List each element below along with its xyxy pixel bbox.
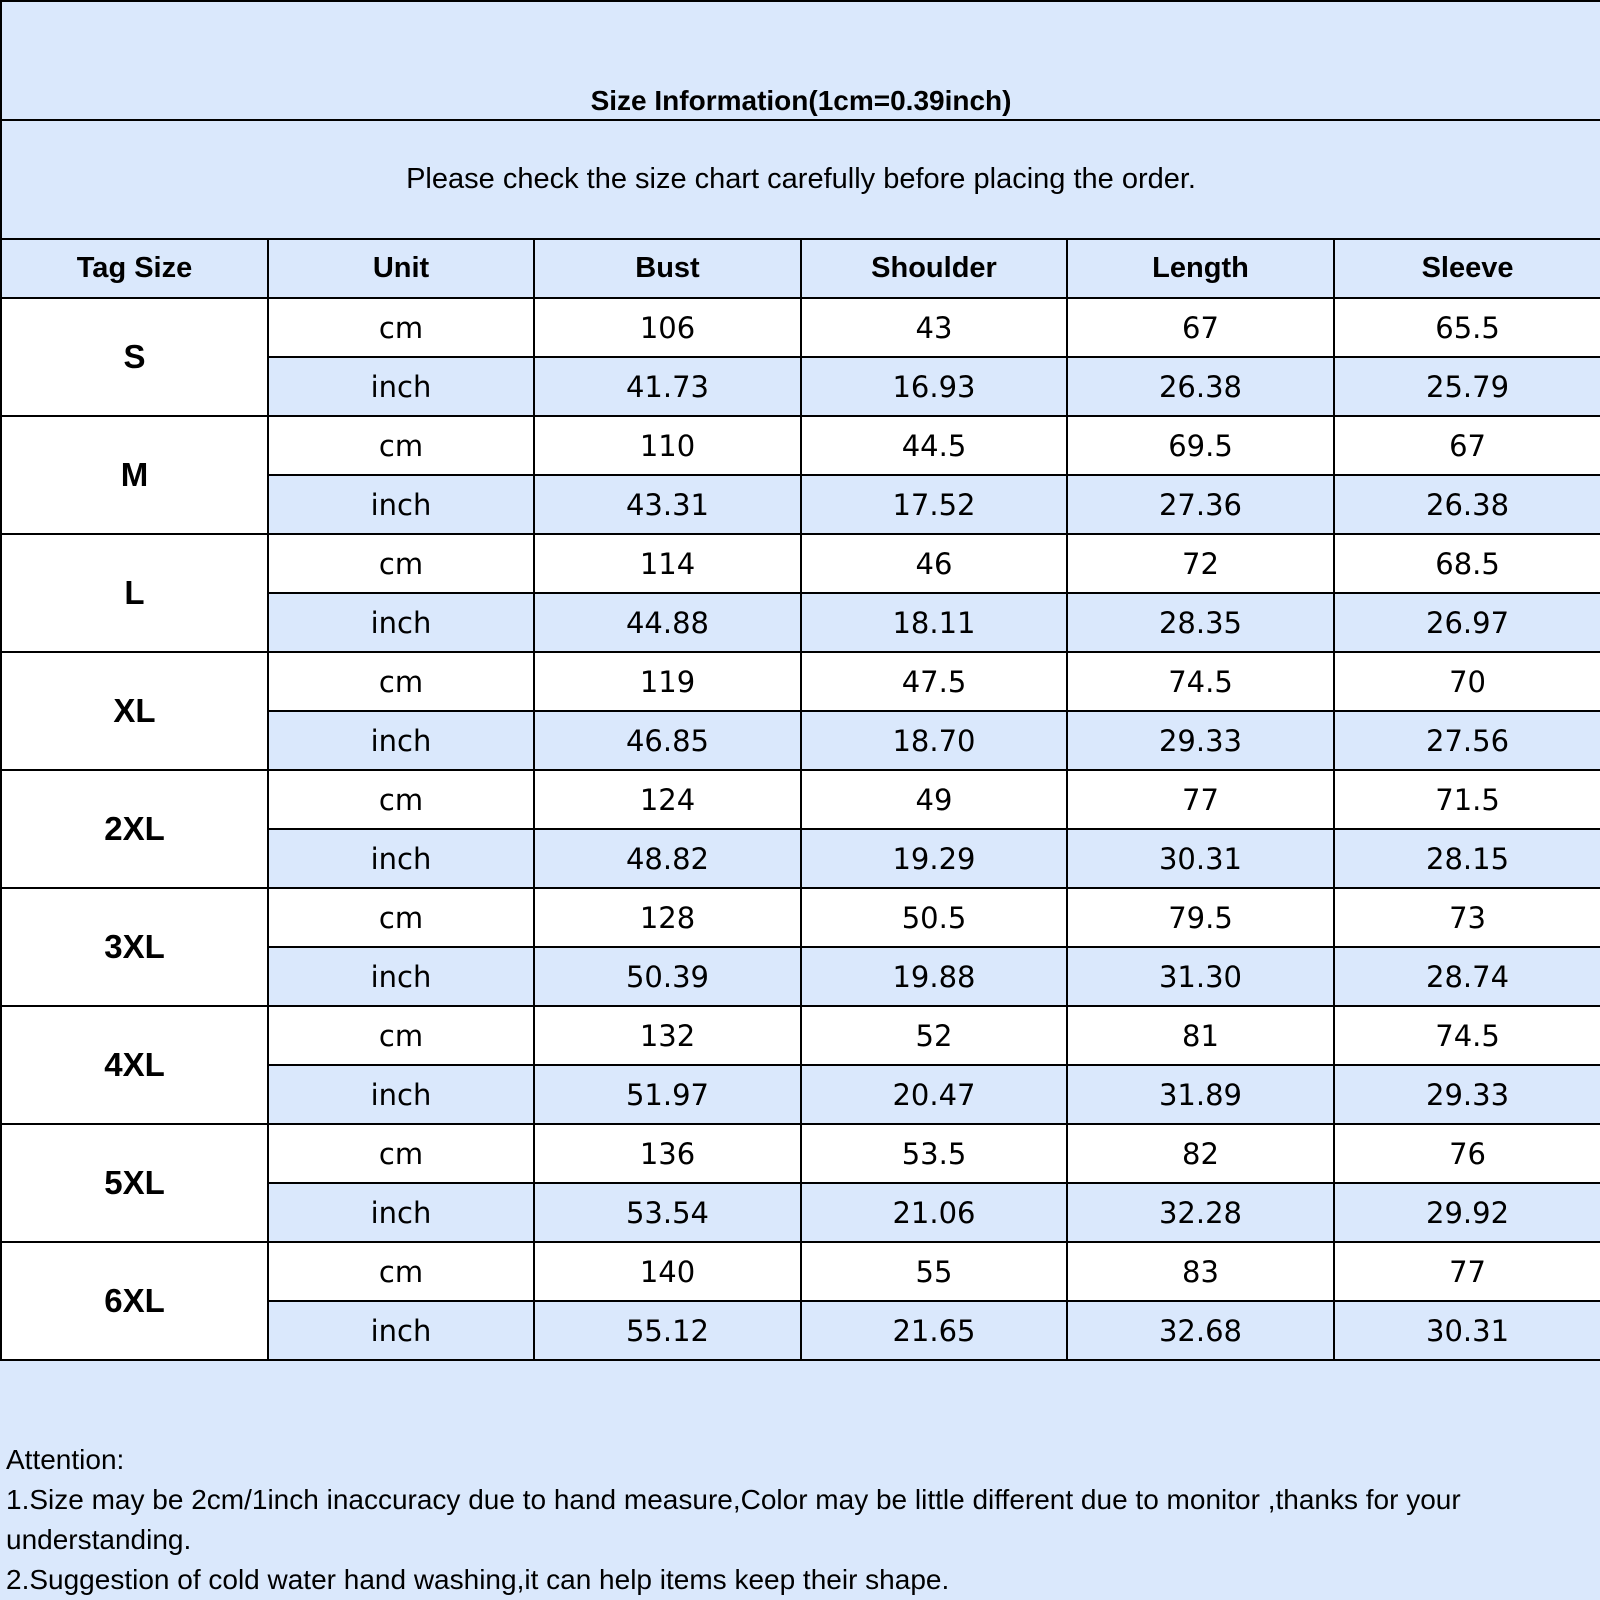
- sleeve-value: 65.5: [1334, 298, 1600, 357]
- bust-value: 51.97: [534, 1065, 801, 1124]
- tag-size-l: L: [1, 534, 268, 652]
- tag-size-m: M: [1, 416, 268, 534]
- unit-cell: cm: [268, 1242, 534, 1301]
- bust-value: 114: [534, 534, 801, 593]
- sleeve-value: 73: [1334, 888, 1600, 947]
- sleeve-value: 71.5: [1334, 770, 1600, 829]
- sleeve-value: 67: [1334, 416, 1600, 475]
- shoulder-value: 52: [801, 1006, 1067, 1065]
- tag-size-2xl: 2XL: [1, 770, 268, 888]
- sleeve-value: 30.31: [1334, 1301, 1600, 1360]
- sleeve-value: 74.5: [1334, 1006, 1600, 1065]
- shoulder-value: 43: [801, 298, 1067, 357]
- sleeve-value: 29.92: [1334, 1183, 1600, 1242]
- title-row: [1, 1, 1600, 120]
- length-value: 32.68: [1067, 1301, 1334, 1360]
- shoulder-value: 44.5: [801, 416, 1067, 475]
- length-value: 29.33: [1067, 711, 1334, 770]
- bust-value: 55.12: [534, 1301, 801, 1360]
- sleeve-value: 76: [1334, 1124, 1600, 1183]
- length-value: 83: [1067, 1242, 1334, 1301]
- bust-value: 124: [534, 770, 801, 829]
- shoulder-value: 21.06: [801, 1183, 1067, 1242]
- bust-value: 128: [534, 888, 801, 947]
- shoulder-value: 47.5: [801, 652, 1067, 711]
- attention-note-1: 1.Size may be 2cm/1inch inaccuracy due to hand measure,Color may be little different due to monitor ,thanks for your understanding.: [6, 1484, 1461, 1555]
- size-row-l-cm: [1, 534, 1600, 593]
- shoulder-value: 20.47: [801, 1065, 1067, 1124]
- length-value: 32.28: [1067, 1183, 1334, 1242]
- column-header-bust: Bust: [534, 239, 801, 298]
- attention-heading: Attention:: [6, 1444, 125, 1475]
- size-row-6xl-cm: [1, 1242, 1600, 1301]
- column-header-tag-size: Tag Size: [1, 239, 268, 298]
- column-header-row: [1, 239, 1600, 298]
- notice-row: [1, 120, 1600, 239]
- length-value: 82: [1067, 1124, 1334, 1183]
- shoulder-value: 49: [801, 770, 1067, 829]
- shoulder-value: 21.65: [801, 1301, 1067, 1360]
- length-value: 67: [1067, 298, 1334, 357]
- size-chart-title: Size Information(1cm=0.39inch): [1, 1, 1600, 120]
- size-row-m-cm: [1, 416, 1600, 475]
- bust-value: 110: [534, 416, 801, 475]
- unit-cell: inch: [268, 593, 534, 652]
- tag-size-4xl: 4XL: [1, 1006, 268, 1124]
- order-notice: Please check the size chart carefully before placing the order.: [1, 120, 1600, 239]
- tag-size-s: S: [1, 298, 268, 416]
- shoulder-value: 19.88: [801, 947, 1067, 1006]
- length-value: 26.38: [1067, 357, 1334, 416]
- sleeve-value: 29.33: [1334, 1065, 1600, 1124]
- tag-size-6xl: 6XL: [1, 1242, 268, 1360]
- unit-cell: cm: [268, 534, 534, 593]
- shoulder-value: 46: [801, 534, 1067, 593]
- unit-cell: cm: [268, 1006, 534, 1065]
- bust-value: 119: [534, 652, 801, 711]
- bust-value: 41.73: [534, 357, 801, 416]
- unit-cell: cm: [268, 298, 534, 357]
- sleeve-value: 68.5: [1334, 534, 1600, 593]
- unit-cell: inch: [268, 711, 534, 770]
- shoulder-value: 18.70: [801, 711, 1067, 770]
- length-value: 81: [1067, 1006, 1334, 1065]
- column-header-sleeve: Sleeve: [1334, 239, 1600, 298]
- bust-value: 46.85: [534, 711, 801, 770]
- unit-cell: inch: [268, 475, 534, 534]
- length-value: 77: [1067, 770, 1334, 829]
- sleeve-value: 26.97: [1334, 593, 1600, 652]
- sleeve-value: 26.38: [1334, 475, 1600, 534]
- attention-note-2: 2.Suggestion of cold water hand washing,it can help items keep their shape.: [6, 1564, 950, 1595]
- length-value: 69.5: [1067, 416, 1334, 475]
- column-header-shoulder: Shoulder: [801, 239, 1067, 298]
- unit-cell: inch: [268, 947, 534, 1006]
- bust-value: 43.31: [534, 475, 801, 534]
- tag-size-xl: XL: [1, 652, 268, 770]
- length-value: 31.89: [1067, 1065, 1334, 1124]
- size-row-xl-cm: [1, 652, 1600, 711]
- length-value: 31.30: [1067, 947, 1334, 1006]
- size-row-4xl-cm: [1, 1006, 1600, 1065]
- sleeve-value: 28.74: [1334, 947, 1600, 1006]
- shoulder-value: 17.52: [801, 475, 1067, 534]
- shoulder-value: 18.11: [801, 593, 1067, 652]
- shoulder-value: 19.29: [801, 829, 1067, 888]
- shoulder-value: 50.5: [801, 888, 1067, 947]
- tag-size-5xl: 5XL: [1, 1124, 268, 1242]
- column-header-length: Length: [1067, 239, 1334, 298]
- sleeve-value: 77: [1334, 1242, 1600, 1301]
- sleeve-value: 25.79: [1334, 357, 1600, 416]
- unit-cell: inch: [268, 1065, 534, 1124]
- sleeve-value: 70: [1334, 652, 1600, 711]
- size-table-body: [1, 1, 1600, 1360]
- shoulder-value: 55: [801, 1242, 1067, 1301]
- unit-cell: cm: [268, 888, 534, 947]
- size-row-3xl-cm: [1, 888, 1600, 947]
- length-value: 27.36: [1067, 475, 1334, 534]
- bust-value: 106: [534, 298, 801, 357]
- shoulder-value: 16.93: [801, 357, 1067, 416]
- bust-value: 132: [534, 1006, 801, 1065]
- size-row-s-cm: [1, 298, 1600, 357]
- bust-value: 136: [534, 1124, 801, 1183]
- unit-cell: cm: [268, 416, 534, 475]
- unit-cell: inch: [268, 357, 534, 416]
- bust-value: 44.88: [534, 593, 801, 652]
- bust-value: 48.82: [534, 829, 801, 888]
- bust-value: 140: [534, 1242, 801, 1301]
- column-header-unit: Unit: [268, 239, 534, 298]
- unit-cell: cm: [268, 770, 534, 829]
- length-value: 74.5: [1067, 652, 1334, 711]
- tag-size-3xl: 3XL: [1, 888, 268, 1006]
- length-value: 72: [1067, 534, 1334, 593]
- unit-cell: inch: [268, 1301, 534, 1360]
- sleeve-value: 28.15: [1334, 829, 1600, 888]
- unit-cell: inch: [268, 829, 534, 888]
- size-row-5xl-cm: [1, 1124, 1600, 1183]
- attention-notes: [6, 1440, 1596, 1600]
- bust-value: 53.54: [534, 1183, 801, 1242]
- unit-cell: cm: [268, 1124, 534, 1183]
- shoulder-value: 53.5: [801, 1124, 1067, 1183]
- sleeve-value: 27.56: [1334, 711, 1600, 770]
- size-row-2xl-cm: [1, 770, 1600, 829]
- length-value: 28.35: [1067, 593, 1334, 652]
- bust-value: 50.39: [534, 947, 801, 1006]
- length-value: 30.31: [1067, 829, 1334, 888]
- unit-cell: inch: [268, 1183, 534, 1242]
- length-value: 79.5: [1067, 888, 1334, 947]
- unit-cell: cm: [268, 652, 534, 711]
